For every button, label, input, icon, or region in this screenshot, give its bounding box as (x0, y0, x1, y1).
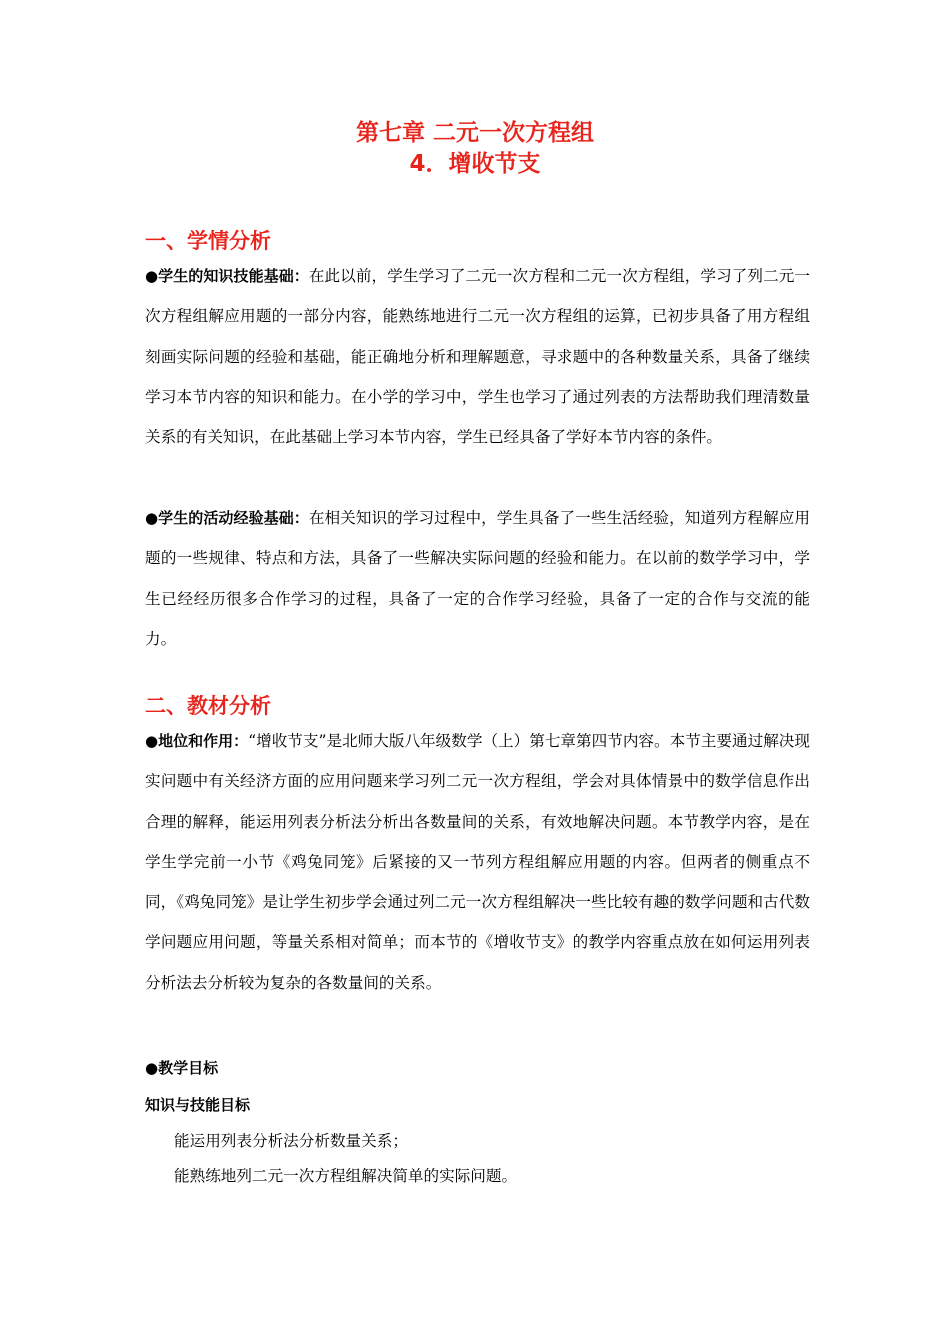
goal-item: 能熟练地列二元一次方程组解决简单的实际问题。 (174, 1167, 518, 1185)
document-title (0, 118, 950, 180)
section-heading-student-analysis: 一、学情分析 (145, 229, 271, 253)
paragraph-lead: ●学生的活动经验基础： (145, 509, 309, 527)
paragraph-activity-basis (145, 498, 810, 659)
paragraph-knowledge-basis (145, 256, 810, 457)
paragraph-text: “增收节支”是北师大版八年级数学（上）第七章第四节内容。本节主要通过解决现实问题中有关经济方面的应用问题来学习列二元一次方程组，学会对具体情景中的数学信息作出合理的解释，能运用列表分析法分析出各数量间的关系，有效地解决问题。本节教学内容，是在学生学完前一小节《鸡兔同笼》后紧接的又一节列方程组解应用题的内容。但两者的侧重点不同，《鸡兔同笼》是让学生初步学会通过列二元一次方程组解决一些比较有趣的数学问题和古代数学问题应用问题，等量关系相对简单；而本节的《增收节支》的教学内容重点放在如何运用列表分析法去分析较为复杂的各数量间的关系。 (145, 732, 810, 992)
lesson-title: 4．增收节支 (409, 151, 541, 177)
paragraph-position-role (145, 721, 810, 1003)
goal-item: 能运用列表分析法分析数量关系； (174, 1132, 408, 1150)
paragraph-text: 在相关知识的学习过程中，学生具备了一些生活经验，知道列方程解应用题的一些规律、特点和方法，具备了一些解决实际问题的经验和能力。在以前的数学学习中，学生已经经历很多合作学习的过程，具备了一定的合作学习经验，具备了一定的合作与交流的能力。 (145, 509, 810, 648)
section-heading-textbook-analysis: 二、教材分析 (145, 694, 271, 718)
chapter-title: 第七章 二元一次方程组 (355, 120, 594, 146)
paragraph-lead: ●地位和作用： (145, 732, 249, 750)
paragraph-lead: ●学生的知识技能基础： (145, 267, 309, 285)
teaching-goals-heading: ●教学目标 (145, 1059, 219, 1077)
paragraph-text: 在此以前，学生学习了二元一次方程和二元一次方程组，学习了列二元一次方程组解应用题的一部分内容，能熟练地进行二元一次方程组的运算，已初步具备了用方程组刻画实际问题的经验和基础，能正确地分析和理解题意，寻求题中的各种数量关系，具备了继续学习本节内容的知识和能力。在小学的学习中，学生也学习了通过列表的方法帮助我们理清数量关系的有关知识，在此基础上学习本节内容，学生已经具备了学好本节内容的条件。 (145, 267, 810, 447)
knowledge-skill-goals-heading: 知识与技能目标 (145, 1096, 251, 1114)
